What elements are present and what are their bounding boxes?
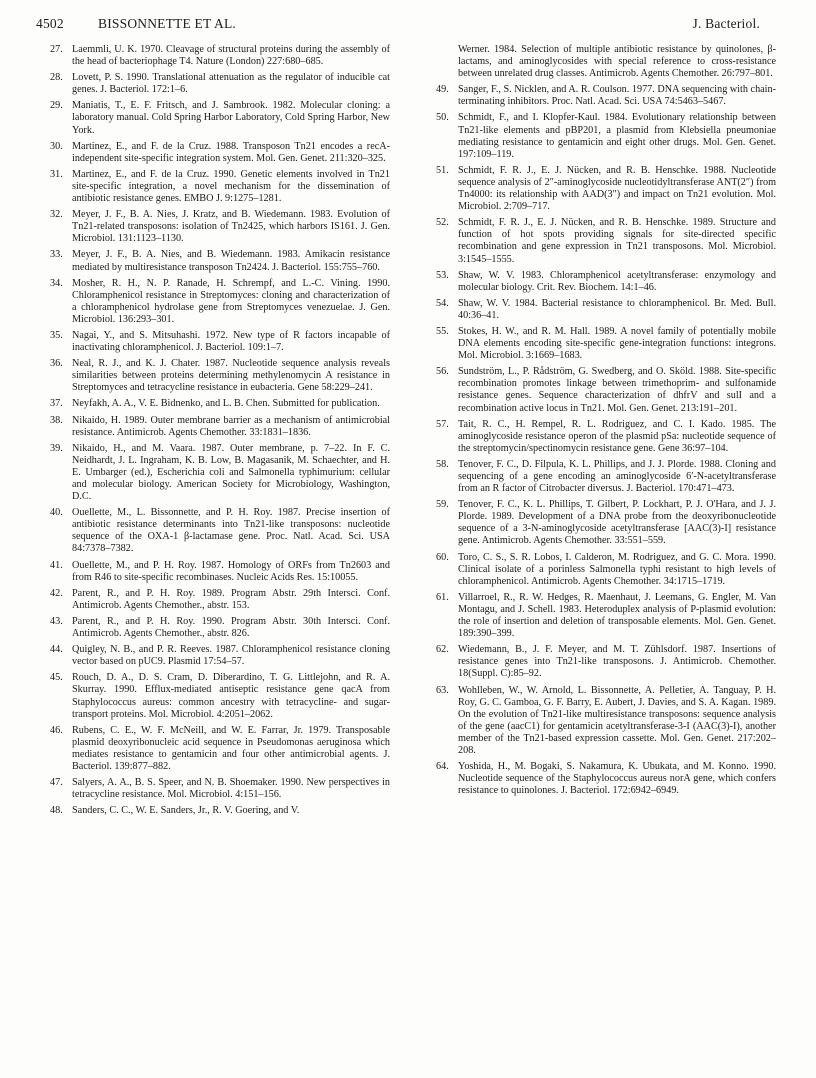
reference-entry [436, 326, 776, 362]
reference-text: Nagai, Y., and S. Mitsuhashi. 1972. New type of R factors incapable of inactivating chloramphenicol. J. Bacteriol. 109:1–7. [72, 329, 390, 354]
reference-entry [436, 552, 776, 588]
reference-entry [50, 588, 390, 612]
reference-text: Neal, R. J., and K. J. Chater. 1987. Nucleotide sequence analysis reveals similarities between proteins determining methylenomycin A resistance in Streptomyces and tetracycline resistance in eubacteria. Gene 58:229–241. [72, 358, 390, 394]
reference-text: Parent, R., and P. H. Roy. 1990. Program Abstr. 30th Intersci. Conf. Antimicrob. Agents Chemother., abstr. 826. [72, 615, 390, 640]
reference-entry [436, 761, 776, 797]
reference-number: 60. [436, 551, 449, 563]
reference-text: Rubens, C. E., W. F. McNeill, and W. E. Farrar, Jr. 1979. Transposable plasmid deoxyribonucleic acid sequence in Pseudomonas aeruginosa which mediates resistance to gentamicin and four other antimicrobial agents. J. Bacteriol. 139:877–882. [72, 724, 390, 772]
reference-number: 49. [436, 84, 449, 96]
reference-text: Meyer, J. F., B. A. Nies, and B. Wiedemann. 1983. Amikacin resistance mediated by multiresistance transposon Tn2424. J. Bacteriol. 155:755–760. [72, 249, 390, 273]
reference-number: 63. [436, 684, 449, 696]
reference-entry [50, 644, 390, 668]
reference-text: Tait, R. C., H. Rempel, R. L. Rodriguez, and C. I. Kado. 1985. The aminoglycoside resistance operon of the plasmid pSa: nucleotide sequence of the streptomycin/spectinomycin resistance gene. Gene 36:97–104. [458, 418, 776, 454]
reference-text: Sundström, L., P. Rådström, G. Swedberg, and O. Sköld. 1988. Site-specific recombination promotes linkage between trimethoprim- and sulfonamide resistance genes. Sequence characterization of dhfrV and sulI and a recombination active locus in Tn21. Mol. Gen. Genet. 213:191–201. [458, 366, 776, 414]
page-number: 4502 [36, 16, 64, 31]
reference-column-left [50, 44, 390, 821]
reference-text: Nikaido, H. 1989. Outer membrane barrier as a mechanism of antimicrobial resistance. Antimicrob. Agents Chemother. 33:1831–1836. [72, 414, 390, 438]
reference-text: Martinez, E., and F. de la Cruz. 1988. Transposon Tn21 encodes a recA-independent site-specific integration system. Mol. Gen. Genet. 211:320–325. [72, 140, 390, 164]
reference-number: 42. [50, 587, 63, 599]
reference-entry [50, 415, 390, 439]
reference-text: Shaw, W. V. 1984. Bacterial resistance to chloramphenicol. Br. Med. Bull. 40:36–41. [458, 297, 776, 321]
reference-number: 31. [50, 168, 63, 180]
reference-column-right [436, 44, 776, 801]
journal-name: J. Bacteriol. [692, 16, 760, 31]
reference-entry [50, 398, 390, 410]
reference-entry [436, 298, 776, 322]
reference-text: Schmidt, F. R. J., E. J. Nücken, and R. B. Henschke. 1989. Structure and function of hot spots providing signals for site-directed specific recombination and gene expression in Tn21 transposons. Mol. Microbiol. 3:1545–1555. [458, 217, 776, 265]
reference-number: 36. [50, 358, 63, 370]
reference-text: Schmidt, F., and I. Klopfer-Kaul. 1984. Evolutionary relationship between Tn21-like elements and pBP201, a plasmid from Klebsiella pneumoniae mediating resistance to gentamicin and eight other drugs. Mol. Gen. Genet. 197:109–119. [458, 112, 776, 160]
reference-entry [436, 44, 776, 80]
reference-number: 38. [50, 414, 63, 426]
reference-number: 44. [50, 644, 63, 656]
reference-number: 35. [50, 329, 63, 341]
reference-entry [436, 419, 776, 455]
reference-number: 52. [436, 217, 449, 229]
reference-entry [50, 249, 390, 273]
reference-text: Laemmli, U. K. 1970. Cleavage of structural proteins during the assembly of the head of bacteriophage T4. Nature (London) 227:680–685. [72, 44, 390, 68]
reference-entry [436, 270, 776, 294]
reference-text: Tenover, F. C., K. L. Phillips, T. Gilbert, P. Lockhart, P. J. O'Hara, and J. J. Plorde. 1989. Development of a DNA probe from the deoxyribonucleotide sequence of a 3-N-aminoglycoside acetyltransferase [AAC(3)-I] resistance gene. Antimicrob. Agents Chemother. 33:551–559. [458, 499, 776, 547]
reference-number: 55. [436, 325, 449, 337]
reference-number: 56. [436, 366, 449, 378]
reference-entry [436, 165, 776, 213]
reference-entry [436, 644, 776, 680]
reference-text: Sanger, F., S. Nicklen, and A. R. Coulson. 1977. DNA sequencing with chain-terminating inhibitors. Proc. Natl. Acad. Sci. USA 74:5463–5467. [458, 84, 776, 108]
reference-text: Wiedemann, B., J. F. Meyer, and M. T. Zühlsdorf. 1987. Insertions of resistance genes into Tn21-like transposons. J. Antimicrob. Chemother. 18(Suppl. C):85–92. [458, 644, 776, 680]
reference-entry [50, 443, 390, 503]
reference-number: 40. [50, 507, 63, 519]
reference-number: 43. [50, 615, 63, 627]
reference-number [436, 44, 458, 80]
reference-entry [50, 44, 390, 68]
reference-entry [50, 560, 390, 584]
reference-number: 48. [50, 805, 63, 817]
reference-number: 34. [50, 277, 63, 289]
reference-number: 41. [50, 559, 63, 571]
reference-entry [50, 616, 390, 640]
reference-number: 51. [436, 164, 449, 176]
reference-number: 62. [436, 644, 449, 656]
reference-text: Werner. 1984. Selection of multiple antibiotic resistance by quinolones, β-lactams, and aminoglycosides with special reference to cross-resistance between unrelated drug classes. Antimicrob. Agents Chemother. 26:797–801. [458, 44, 776, 80]
reference-number: 39. [50, 442, 63, 454]
reference-number: 29. [50, 100, 63, 112]
reference-text: Maniatis, T., E. F. Fritsch, and J. Sambrook. 1982. Molecular cloning: a laboratory manual. Cold Spring Harbor Laboratory, Cold Spring Harbor, New York. [72, 100, 390, 136]
reference-entry [436, 112, 776, 160]
reference-entry [436, 459, 776, 495]
reference-number: 33. [50, 249, 63, 261]
reference-entry [50, 278, 390, 326]
reference-entry [50, 72, 390, 96]
reference-entry [436, 499, 776, 547]
reference-entry [50, 777, 390, 801]
reference-text: Mosher, R. H., N. P. Ranade, H. Schrempf, and L.-C. Vining. 1990. Chloramphenicol resistance in Streptomyces: cloning and characterization of a chloramphenicol hydrolase gene from Streptomyces venezuelae. J. Gen. Microbiol. 136:293–301. [72, 277, 390, 325]
reference-number: 50. [436, 112, 449, 124]
reference-entry [436, 217, 776, 265]
reference-text: Quigley, N. B., and P. R. Reeves. 1987. Chloramphenicol resistance cloning vector based on pUC9. Plasmid 17:54–57. [72, 644, 390, 668]
reference-entry [436, 84, 776, 108]
reference-text: Shaw, W. V. 1983. Chloramphenicol acetyltransferase: enzymology and molecular biology. Crit. Rev. Biochem. 14:1–46. [458, 269, 776, 293]
reference-entry [50, 725, 390, 773]
reference-entry [50, 672, 390, 720]
reference-entry [50, 209, 390, 245]
reference-text: Stokes, H. W., and R. M. Hall. 1989. A novel family of potentially mobile DNA elements encoding site-specific gene-integration functions: integrons. Mol. Microbiol. 3:1669–1683. [458, 325, 776, 362]
reference-number: 37. [50, 398, 63, 410]
reference-entry [50, 100, 390, 136]
reference-number: 32. [50, 209, 63, 221]
reference-number: 54. [436, 297, 449, 309]
reference-number: 47. [50, 777, 63, 789]
reference-text: Meyer, J. F., B. A. Nies, J. Kratz, and B. Wiedemann. 1983. Evolution of Tn21-related transposons: isolation of Tn2425, which harbors IS161. J. Gen. Microbiol. 131:1123–1130. [72, 209, 390, 245]
reference-number: 61. [436, 591, 449, 603]
reference-text: Sanders, C. C., W. E. Sanders, Jr., R. V. Goering, and V. [72, 805, 300, 817]
reference-text: Ouellette, M., L. Bissonnette, and P. H. Roy. 1987. Precise insertion of antibiotic resistance determinants into Tn21-like transposons: nucleotide sequence of the OXA-1 β-lactamase gene. Proc. Natl. Acad. Sci. USA 84:7378–7382. [72, 507, 390, 555]
reference-number: 46. [50, 724, 63, 736]
reference-text: Salyers, A. A., B. S. Speer, and N. B. Shoemaker. 1990. New perspectives in tetracycline resistance. Mol. Microbiol. 4:151–156. [72, 777, 390, 801]
reference-entry [50, 141, 390, 165]
reference-entry [50, 330, 390, 354]
reference-entry [50, 805, 390, 817]
reference-number: 64. [436, 761, 449, 773]
reference-text: Tenover, F. C., D. Filpula, K. L. Phillips, and J. J. Plorde. 1988. Cloning and sequencing of a gene encoding an aminoglycoside 6′-N-acetyltransferase from an R factor of Citrobacter diversus. J. Bacteriol. 170:471–473. [458, 458, 776, 495]
reference-text: Neyfakh, A. A., V. E. Bidnenko, and L. B. Chen. Submitted for publication. [72, 398, 380, 410]
reference-number: 28. [50, 72, 63, 84]
reference-number: 58. [436, 458, 449, 470]
reference-number: 27. [50, 44, 63, 55]
running-authors: BISSONNETTE ET AL. [98, 16, 236, 31]
reference-entry [436, 366, 776, 414]
reference-number: 57. [436, 418, 449, 430]
reference-text: Martinez, E., and F. de la Cruz. 1990. Genetic elements involved in Tn21 site-specific integration, a novel mechanism for the dissemination of antibiotic resistance genes. EMBO J. 9:1275–1281. [72, 168, 390, 205]
reference-text: Lovett, P. S. 1990. Translational attenuation as the regulator of inducible cat genes. J. Bacteriol. 172:1–6. [72, 72, 390, 96]
reference-entry [50, 507, 390, 555]
reference-text: Parent, R., and P. H. Roy. 1989. Program Abstr. 29th Intersci. Conf. Antimicrob. Agents Chemother., abstr. 153. [72, 587, 390, 611]
reference-number: 45. [50, 672, 63, 684]
reference-text: Schmidt, F. R. J., E. J. Nücken, and R. B. Henschke. 1988. Nucleotide sequence analysis of 2″-aminoglycoside nucleotidyltransferase ANT(2″) from Tn4000: its relationship with AAD(3″) and impact on Tn21 evolution. Mol. Microbiol. 2:709–717. [458, 164, 776, 213]
reference-entry [50, 169, 390, 205]
reference-text: Toro, C. S., S. R. Lobos, I. Calderon, M. Rodriguez, and G. C. Mora. 1990. Clinical isolate of a porinless Salmonella typhi resistant to high levels of chloramphenicol. Antimicrob. Agents Chemother. 34:1715–1719. [458, 551, 776, 587]
reference-entry [436, 685, 776, 758]
reference-text: Yoshida, H., M. Bogaki, S. Nakamura, K. Ubukata, and M. Konno. 1990. Nucleotide sequence of the Staphylococcus aureus norA gene, which confers resistance to quinolones. J. Bacteriol. 172:6942–6949. [458, 761, 776, 797]
reference-entry [50, 358, 390, 394]
reference-text: Wohlleben, W., W. Arnold, L. Bissonnette, A. Pelletier, A. Tanguay, P. H. Roy, G. C. Gamboa, G. F. Barry, E. Aubert, J. Davies, and S. A. Kagan. 1989. On the evolution of Tn21-like multiresistance transposons: sequence analysis of the gene (aacC1) for gentamicin acetyltransferase-3-I (AAC(3)-I), another member of the Tn21-based expression cassette. Mol. Gen. Genet. 217:202–208. [458, 684, 776, 756]
reference-number: 53. [436, 269, 449, 281]
reference-number: 30. [50, 140, 63, 152]
reference-text: Ouellette, M., and P. H. Roy. 1987. Homology of ORFs from Tn2603 and from R46 to site-specific recombinases. Nucleic Acids Res. 15:10055. [72, 559, 390, 583]
reference-text: Rouch, D. A., D. S. Cram, D. Diberardino, T. G. Littlejohn, and R. A. Skurray. 1990. Efflux-mediated antiseptic resistance gene qacA from Staphylococcus aureus: common ancestry with tetracycline- and sugar-transport proteins. Mol. Microbiol. 4:2051–2062. [72, 672, 390, 720]
reference-text: Nikaido, H., and M. Vaara. 1987. Outer membrane, p. 7–22. In F. C. Neidhardt, J. L. Ingraham, K. B. Low, B. Magasanik, M. Schaechter, and H. E. Umbarger (ed.), Escherichia coli and Salmonella typhimurium: cellular and molecular biology. American Society for Microbiology, Washington, D.C. [72, 442, 390, 503]
reference-number: 59. [436, 499, 449, 511]
reference-text: Villarroel, R., R. W. Hedges, R. Maenhaut, J. Leemans, G. Engler, M. Van Montagu, and J. Schell. 1983. Heteroduplex analysis of P-plasmid evolution: the role of insertion and deletion of transposable elements. Mol. Gen. Genet. 189:390–399. [458, 591, 776, 640]
reference-entry [436, 592, 776, 640]
